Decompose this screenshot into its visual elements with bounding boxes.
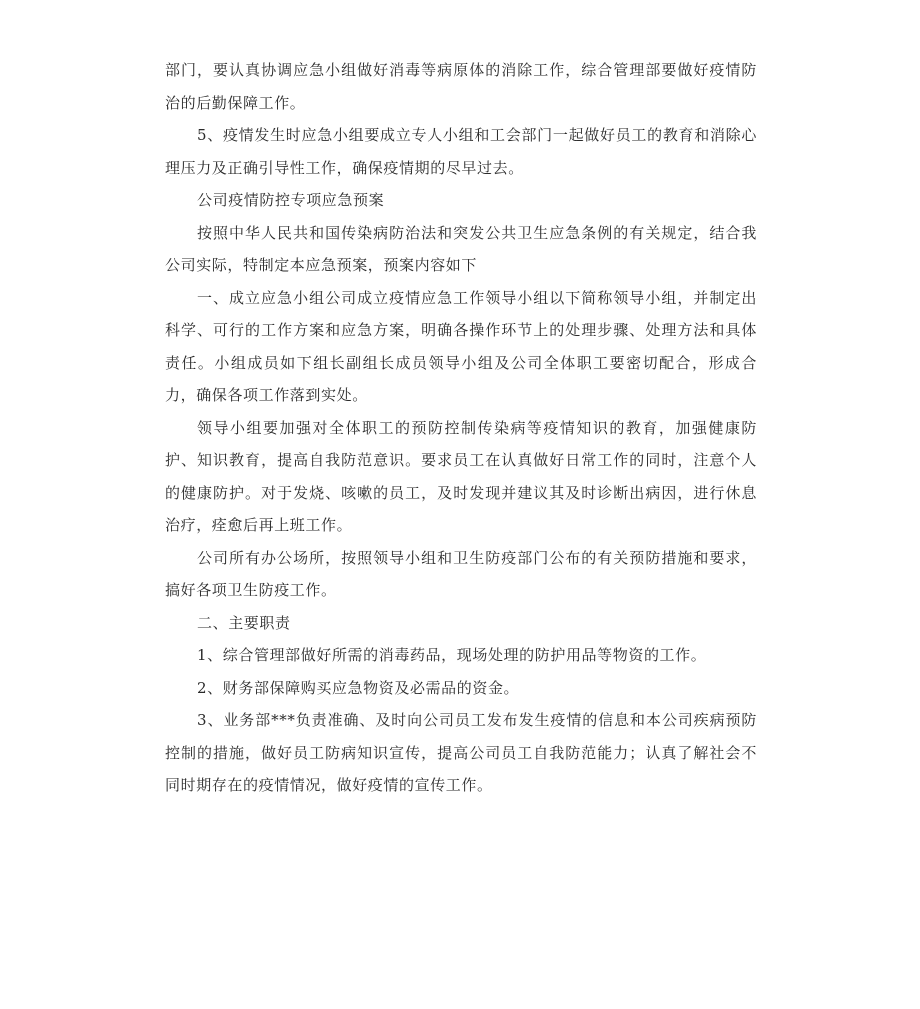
paragraph-1: 部门，要认真协调应急小组做好消毒等病原体的消除工作，综合管理部要做好疫情防治的后勤保障工作。 bbox=[165, 61, 757, 112]
section-heading-duties: 二、主要职责 bbox=[197, 613, 291, 632]
paragraph-5: 一、成立应急小组公司成立疫情应急工作领导小组以下简称领导小组，并制定出科学、可行的工作方案和应急方案，明确各操作环节上的处理步骤、处理方法和具体责任。小组成员如下组长副组长成员领导小组及公司全体职工要密切配合，形成合力，确保各项工作落到实处。 bbox=[165, 288, 757, 404]
paragraph-6: 领导小组要加强对全体职工的预防控制传染病等疫情知识的教育，加强健康防护、知识教育，提高自我防范意识。要求员工在认真做好日常工作的同时，注意个人的健康防护。对于发烧、咳嗽的员工，及时发现并建议其及时诊断出病因，进行休息治疗，痊愈后再上班工作。 bbox=[165, 418, 757, 534]
section-title: 公司疫情防控专项应急预案 bbox=[197, 191, 385, 209]
duty-item-2: 2、财务部保障购买应急物资及必需品的资金。 bbox=[197, 678, 520, 697]
document-body bbox=[165, 54, 757, 802]
paragraph-2: 5、疫情发生时应急小组要成立专人小组和工会部门一起做好员工的教育和消除心理压力及正确引导性工作，确保疫情期的尽早过去。 bbox=[165, 126, 757, 177]
paragraph-4: 按照中华人民共和国传染病防治法和突发公共卫生应急条例的有关规定，结合我公司实际，特制定本应急预案，预案内容如下 bbox=[165, 223, 757, 274]
paragraph-7: 公司所有办公场所，按照领导小组和卫生防疫部门公布的有关预防措施和要求，搞好各项卫生防疫工作。 bbox=[165, 548, 757, 599]
duty-item-3: 3、业务部***负责准确、及时向公司员工发布发生疫情的信息和本公司疾病预防控制的措施，做好员工防病知识宣传，提高公司员工自我防范能力；认真了解社会不同时期存在的疫情情况，做好疫情的宣传工作。 bbox=[165, 711, 757, 794]
duty-item-1: 1、综合管理部做好所需的消毒药品，现场处理的防护用品等物资的工作。 bbox=[197, 646, 707, 664]
